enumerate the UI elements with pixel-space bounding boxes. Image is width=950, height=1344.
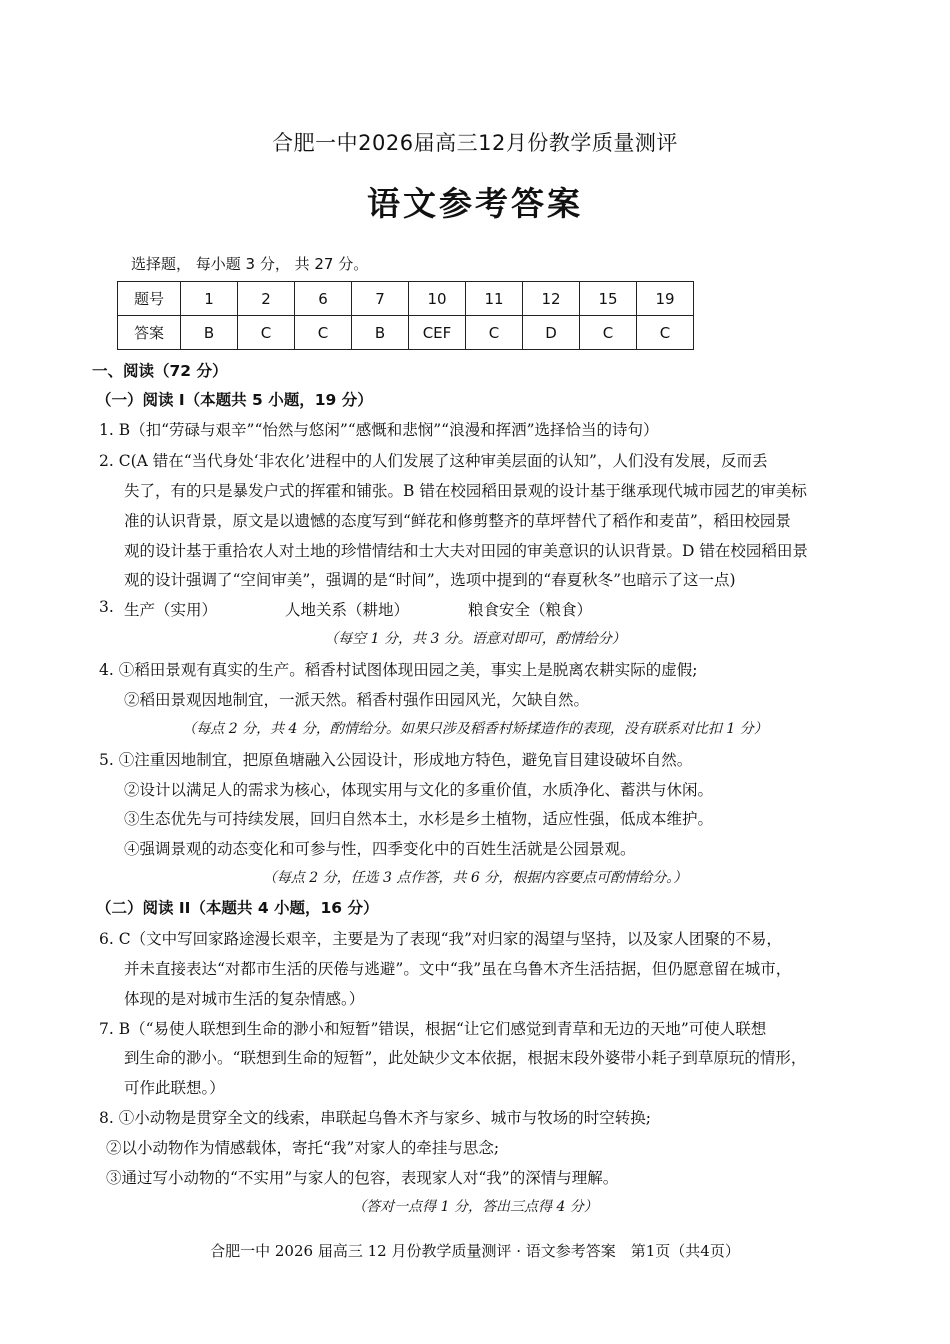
answer-q5-line: ②设计以满足人的需求为核心，体现实用与文化的多重价值，水质净化、蓄洪与休闲。 [124, 781, 714, 799]
q3-score-note: （每空 1 分，共 3 分。语意对即可，酌情给分） [324, 631, 626, 647]
answer-q2-line: 准的认识背景，原文是以遗憾的态度写到“鲜花和修剪整齐的草坪替代了稻作和麦苗”，稻田校园景 [124, 512, 791, 530]
answer-q2-line: 观的设计基于重拾农人对土地的珍惜情结和士大夫对田园的审美意识的认识背景。D 错在校园稻田景 [124, 542, 808, 560]
exam-subtitle: 合肥一中2026届高三12月份教学质量测评 [272, 131, 678, 155]
answer-q6-line: 6. C（文中写回家路途漫长艰辛，主要是为了表现“我”对归家的渴望与坚持，以及家人团聚的不易， [99, 930, 782, 948]
q5-score-note: （每点 2 分，任选 3 点作答，共 6 分，根据内容要点可酌情给分。） [262, 870, 688, 886]
answer-q4-line: 4. ①稻田景观有真实的生产。稻香村试图体现田园之美，事实上是脱离农耕实际的虚假; [99, 661, 698, 679]
question-number: 7 [352, 282, 409, 316]
answer-q5-line: ④强调景观的动态变化和可参与性，四季变化中的百姓生活就是公园景观。 [124, 840, 636, 858]
answer-q3-item: 生产（实用） [124, 601, 218, 619]
answer-cell: C [238, 316, 295, 350]
answer-q2-line: 失了，有的只是暴发户式的挥霍和铺张。B 错在校园稻田景观的设计基于继承现代城市园艺的审美标 [124, 482, 807, 500]
choice-note: 选择题， 每小题 3 分， 共 27 分。 [131, 255, 369, 273]
page-title: 语文参考答案 [367, 184, 583, 223]
answer-q7-line: 可作此联想。） [124, 1079, 225, 1097]
part1-heading: （一）阅读 I（本题共 5 小题，19 分） [96, 391, 373, 409]
answer-cell: C [580, 316, 637, 350]
row-header-answer: 答案 [118, 316, 181, 350]
answer-cell: CEF [409, 316, 466, 350]
question-number: 6 [295, 282, 352, 316]
answer-cell: B [352, 316, 409, 350]
question-number: 19 [637, 282, 694, 316]
question-number: 2 [238, 282, 295, 316]
row-header-question: 题号 [118, 282, 181, 316]
answer-cell: C [637, 316, 694, 350]
answer-q1: 1. B（扣“劳碌与艰辛”“怡然与悠闲”“感慨和悲悯”“浪漫和挥洒”选择恰当的诗句） [99, 421, 659, 439]
answer-q6-line: 体现的是对城市生活的复杂情感。） [124, 990, 365, 1008]
question-number: 15 [580, 282, 637, 316]
q4-score-note: （每点 2 分，共 4 分，酌情给分。如果只涉及稻香村矫揉造作的表现，没有联系对比扣 1 分） [182, 721, 768, 737]
answer-q5-line: ③生态优先与可持续发展，回归自然本土，水杉是乡土植物，适应性强，低成本维护。 [124, 810, 714, 828]
part2-heading: （二）阅读 II（本题共 4 小题，16 分） [96, 899, 379, 917]
answer-q7-line: 到生命的渺小。“联想到生命的短暂”，此处缺少文本依据，根据末段外婆带小耗子到草原玩的情形， [124, 1049, 807, 1067]
answer-q2-line: 2. C(A 错在“当代身处‘非农化’进程中的人们发展了这种审美层面的认知”，人们没有发展，反而丢 [99, 452, 768, 470]
answer-q6-line: 并未直接表达“对都市生活的厌倦与逃避”。文中“我”虽在乌鲁木齐生活拮据，但仍愿意留在城市， [124, 960, 792, 978]
answer-table [117, 281, 694, 350]
answer-q2-line: 观的设计强调了“空间审美”，强调的是“时间”，选项中提到的“春夏秋冬”也暗示了这一点) [124, 571, 736, 589]
answer-q5-line: 5. ①注重因地制宜，把原鱼塘融入公园设计，形成地方特色，避免盲目建设破坏自然。 [99, 751, 693, 769]
answer-row [118, 316, 694, 350]
answer-q3-item: 粮食安全（粮食） [468, 601, 593, 619]
answer-cell: C [466, 316, 523, 350]
answer-q3-number: 3. [99, 598, 114, 616]
answer-cell: C [295, 316, 352, 350]
answer-q7-line: 7. B（“易使人联想到生命的渺小和短暂”错误，根据“让它们感觉到青草和无边的天地”可使人联想 [99, 1020, 767, 1038]
question-number: 11 [466, 282, 523, 316]
answer-q3-item: 人地关系（耕地） [285, 601, 410, 619]
answer-q4-line: ②稻田景观因地制宜，一派天然。稻香村强作田园风光，欠缺自然。 [124, 691, 590, 709]
question-number: 10 [409, 282, 466, 316]
answer-q8-line: ③通过写小动物的“不实用”与家人的包容，表现家人对“我”的深情与理解。 [106, 1169, 619, 1187]
question-number: 1 [181, 282, 238, 316]
answer-cell: B [181, 316, 238, 350]
answer-q8-line: ②以小动物作为情感载体，寄托“我”对家人的牵挂与思念; [106, 1139, 500, 1157]
q8-score-note: （答对一点得 1 分，答出三点得 4 分） [352, 1199, 598, 1215]
section-heading: 一、阅读（72 分） [92, 362, 228, 380]
question-number: 12 [523, 282, 580, 316]
page-footer: 合肥一中 2026 届高三 12 月份教学质量测评 · 语文参考答案 第1页（共4页） [210, 1242, 740, 1260]
answer-cell: D [523, 316, 580, 350]
question-number-row [118, 282, 694, 316]
answer-q8-line: 8. ①小动物是贯穿全文的线索，串联起乌鲁木齐与家乡、城市与牧场的时空转换; [99, 1109, 651, 1127]
